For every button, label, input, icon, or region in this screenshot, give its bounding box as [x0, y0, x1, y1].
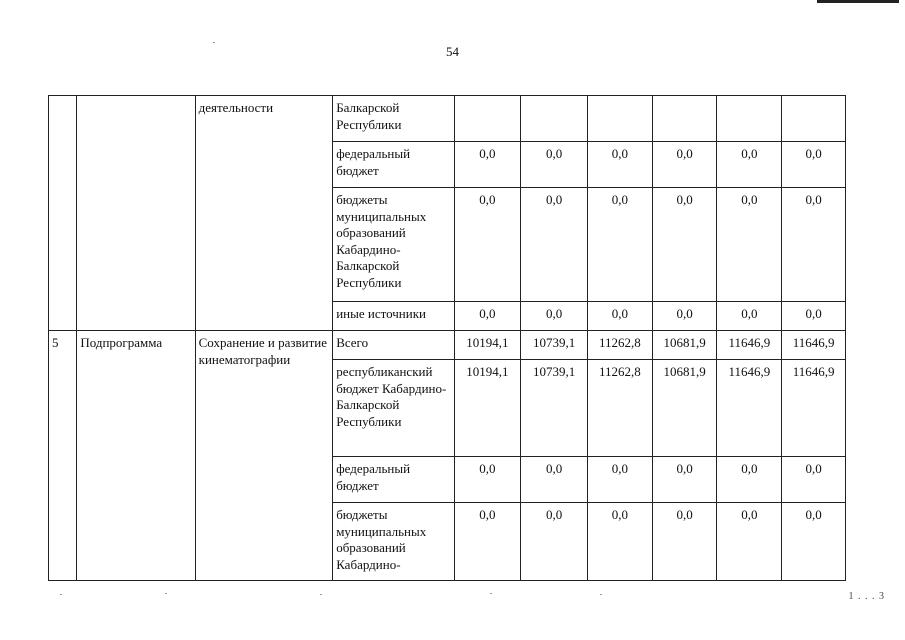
value-cell: 0,0	[782, 503, 846, 581]
value-cell: 0,0	[717, 503, 782, 581]
funding-source-cell: Всего	[333, 331, 454, 360]
value-cell: 11262,8	[588, 360, 653, 457]
value-cell: 0,0	[652, 302, 717, 331]
value-cell: 0,0	[588, 503, 653, 581]
value-cell: 11646,9	[717, 360, 782, 457]
value-cell: 0,0	[588, 302, 653, 331]
value-cell: 0,0	[652, 457, 717, 503]
value-cell: 0,0	[782, 142, 846, 188]
value-cell: 11646,9	[717, 331, 782, 360]
value-cell: 11262,8	[588, 331, 653, 360]
value-cell: 0,0	[652, 188, 717, 302]
scan-speck	[600, 594, 602, 595]
scan-speck	[165, 593, 167, 594]
value-cell: 10194,1	[454, 360, 521, 457]
value-cell: 0,0	[454, 302, 521, 331]
scan-speck	[320, 594, 322, 595]
value-cell: 11646,9	[782, 360, 846, 457]
funding-source-cell: иные источники	[333, 302, 454, 331]
row-name-cell: деятельности	[195, 96, 333, 331]
value-cell: 0,0	[717, 188, 782, 302]
row-type-cell: Подпрограмма	[77, 331, 195, 581]
value-cell	[782, 96, 846, 142]
value-cell: 0,0	[454, 457, 521, 503]
value-cell: 10681,9	[652, 331, 717, 360]
scan-speck	[213, 42, 215, 43]
scan-speck	[60, 594, 62, 595]
value-cell: 0,0	[782, 302, 846, 331]
row-name-cell: Сохранение и развитие кинематографии	[195, 331, 333, 581]
value-cell: 0,0	[521, 302, 588, 331]
value-cell	[521, 96, 588, 142]
value-cell: 0,0	[652, 142, 717, 188]
value-cell: 10739,1	[521, 360, 588, 457]
value-cell: 10681,9	[652, 360, 717, 457]
table-row	[49, 96, 846, 142]
value-cell: 0,0	[521, 503, 588, 581]
value-cell: 0,0	[521, 142, 588, 188]
value-cell: 10739,1	[521, 331, 588, 360]
value-cell: 0,0	[782, 457, 846, 503]
funding-source-cell: Балкарской Республики	[333, 96, 454, 142]
value-cell: 0,0	[782, 188, 846, 302]
value-cell: 0,0	[652, 503, 717, 581]
value-cell: 0,0	[588, 188, 653, 302]
budget-table	[48, 95, 846, 581]
value-cell: 0,0	[454, 503, 521, 581]
funding-source-cell: федеральный бюджет	[333, 457, 454, 503]
value-cell	[717, 96, 782, 142]
funding-source-cell: республиканский бюджет Кабардино-Балкарской Республики	[333, 360, 454, 457]
scan-speck	[490, 593, 492, 594]
value-cell: 10194,1	[454, 331, 521, 360]
page-number: 54	[446, 44, 459, 59]
row-number-cell	[49, 96, 77, 331]
row-type-cell	[77, 96, 195, 331]
value-cell: 0,0	[521, 457, 588, 503]
funding-source-cell: федеральный бюджет	[333, 142, 454, 188]
value-cell: 0,0	[521, 188, 588, 302]
value-cell: 0,0	[454, 188, 521, 302]
value-cell: 0,0	[717, 302, 782, 331]
value-cell	[652, 96, 717, 142]
value-cell: 0,0	[454, 142, 521, 188]
funding-source-cell: бюджеты муниципальных образований Кабардино-Балкарской Республики	[333, 188, 454, 302]
row-number-cell: 5	[49, 331, 77, 581]
value-cell: 0,0	[717, 142, 782, 188]
funding-source-cell: бюджеты муниципальных образований Кабардино-	[333, 503, 454, 581]
table-row	[49, 331, 846, 360]
value-cell: 0,0	[717, 457, 782, 503]
value-cell	[454, 96, 521, 142]
footer-mark: 1 . . . 3	[848, 591, 885, 602]
value-cell: 0,0	[588, 142, 653, 188]
value-cell: 0,0	[588, 457, 653, 503]
value-cell: 11646,9	[782, 331, 846, 360]
value-cell	[588, 96, 653, 142]
top-edge-mark	[817, 0, 899, 3]
